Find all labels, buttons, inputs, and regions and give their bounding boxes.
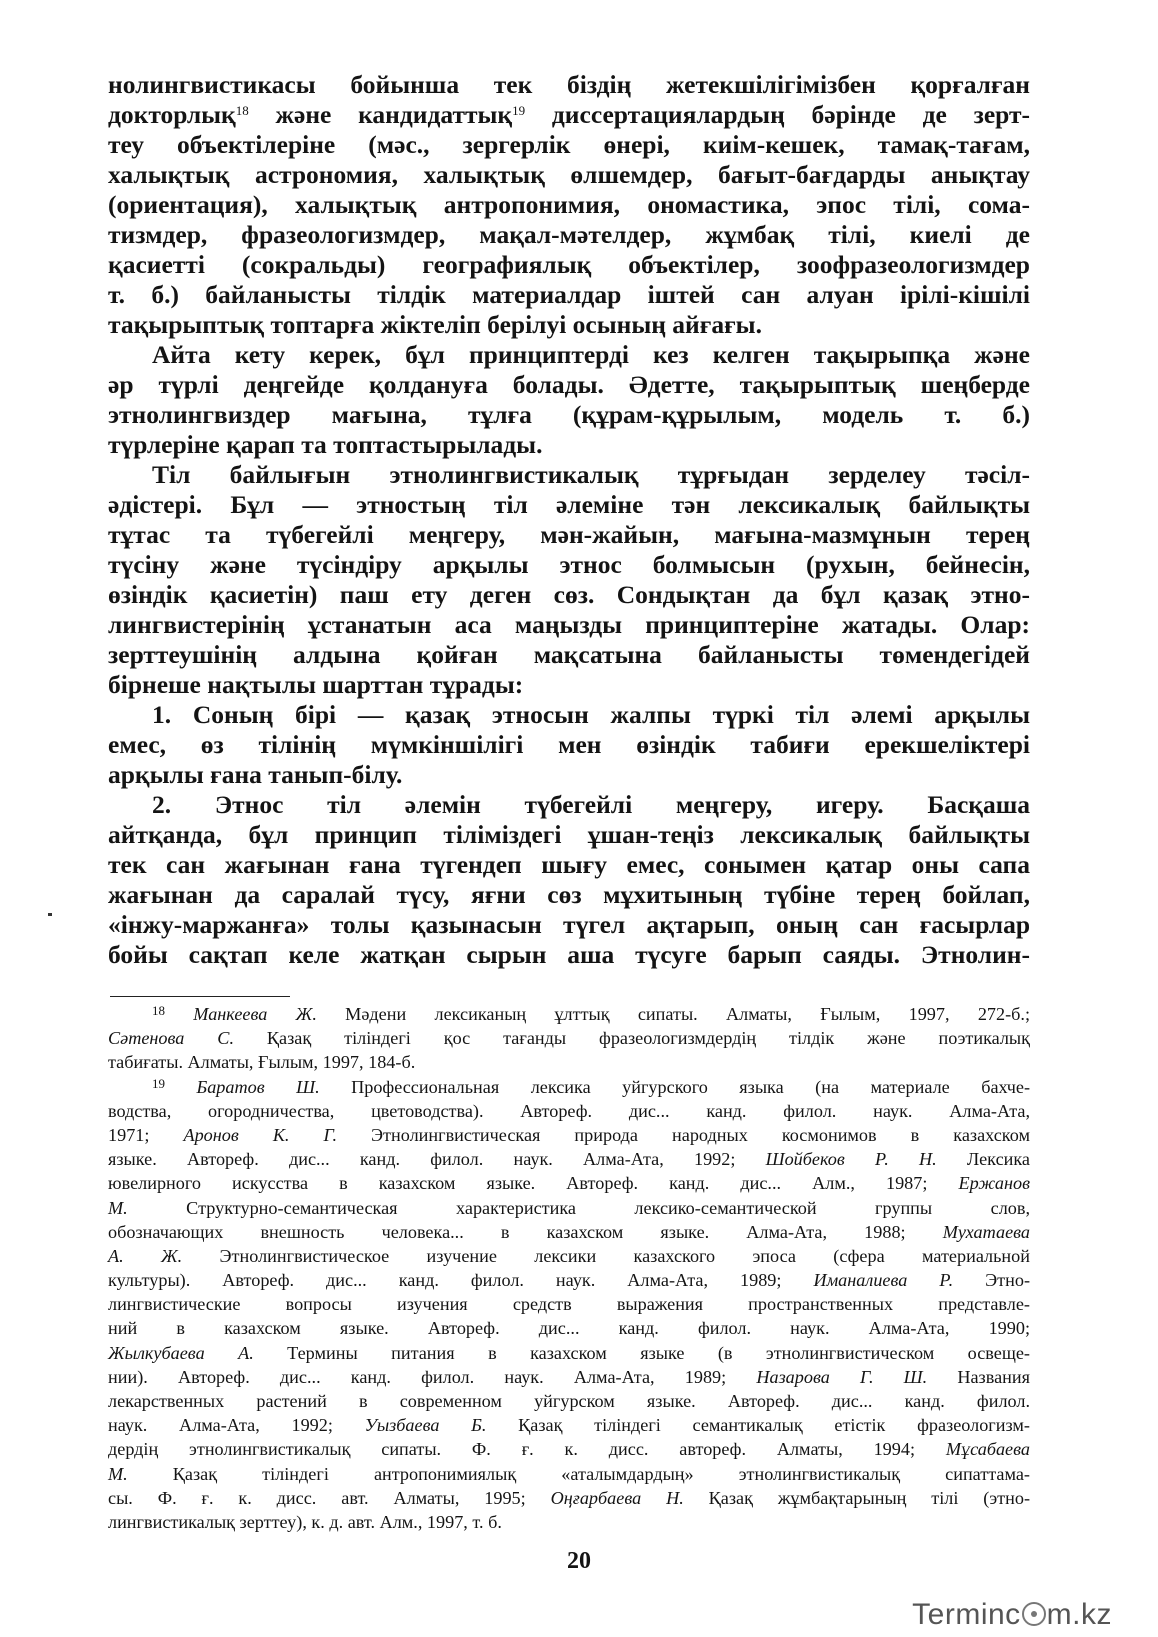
footnote-line: 1971; Аронов К. Г. Этнолингвистическая природа народных космонимов в казахском [108,1124,1030,1145]
text-line: 1. Соның бірі — қазақ этносын жалпы түркі тіл әлемі арқылы [152,700,1030,729]
footnote-line: М. Структурно-семантическая характеристика лексико-семантической группы слов, [108,1197,1030,1218]
text-line: қасиетті (сокральды) географиялық объектілер, зоофразеологизмдер [108,250,1030,279]
footnote-line: сы. Ф. ғ. к. дисс. авт. Алматы, 1995; Оңғарбаева Н. Қазақ жұмбақтарының тілі (этно- [108,1487,1030,1508]
text-line: айтқанда, бұл принцип тіліміздегі ұшан-теңіз лексикалық байлықты [108,820,1030,849]
footnote-line: лекарственных растений в современном уйгурском языке. Автореф. дис... канд. филол. [108,1391,1030,1411]
text-line: тұтас та түбегейлі меңгеру, мән-жайын, мағына-мазмұнын терең [108,520,1030,549]
text-line: нолингвистикасы бойынша тек біздің жетекшілігімізбен қорғалған [108,70,1030,99]
text-line: түсіну және түсіндіру арқылы этнос болмысын (рухын, бейнесін, [108,550,1030,579]
text-line: бірнеше нақтылы шарттан тұрады: [108,670,524,699]
text-line: түрлеріне қарап та топтастырылады. [108,430,543,459]
text-line: өзіндік қасиетін) паш ету деген сөз. Сондықтан да бұл қазақ этно- [108,580,1030,609]
footnote-line: языке. Автореф. дис... канд. филол. наук. Алма-Ата, 1992; Шойбеков Р. Н. Лексика [108,1149,1031,1170]
footnote-line: $^{19}$ Баратов Ш. Профессиональная лексика уйгурского языка (на материале бахче- [152,1075,1030,1097]
main-text [108,70,1030,970]
scan-speck [48,913,52,916]
text-line: Тіл байлығын этнолингвистикалық тұрғыдан зерделеу тәсіл- [152,460,1030,489]
text-line: т. б.) байланысты тілдік материалдар іштей сан алуан ірілі-кішілі [108,280,1030,309]
text-line: этнолингвиздер мағына, тұлға (құрам-құрылым, модель т. б.) [108,400,1030,429]
footnote-line: нии). Автореф. дис... канд. филол. наук. Алма-Ата, 1989; Назарова Г. Ш. Названия [108,1366,1030,1387]
text-line: (ориентация), халықтық антропонимия, ономастика, эпос тілі, сома- [108,190,1030,219]
text-line: теу объектілеріне (мәс., зергерлік өнері, киім-кешек, тамақ-тағам, [108,130,1030,159]
footnote-line: табиғаты. Алматы, Ғылым, 1997, 184-б. [108,1052,416,1073]
text-line: тек сан жағынан ғана түгендеп шығу емес, сонымен қатар оны сапа [108,850,1030,879]
footnote-line: обозначающих внешность человека... в казахском языке. Алма-Ата, 1988; Мухатаева [108,1221,1030,1242]
text-line: 2. Этнос тіл әлемін түбегейлі меңгеру, игеру. Басқаша [152,790,1030,819]
footnote-line: Жылкубаева А. Термины питания в казахском языке (в этнолингвистическом освеще- [108,1342,1030,1363]
text-line: тизмдер, фразеологизмдер, мақал-мәтелдер, жұмбақ тілі, киелі де [108,220,1030,249]
footnote-line: М. Қазақ тіліндегі антропонимиялық «аталымдардың» этнолингвистикалық сипаттама- [108,1463,1030,1484]
text-line: тақырыптық топтарға жіктеліп берілуі осының айғағы. [108,310,762,339]
circle-dot-icon [1022,1602,1046,1626]
footnote-line: ювелирного искусства в казахском языке. Автореф. канд. дис... Алм., 1987; Ержанов [108,1173,1030,1194]
footnote-line: ний в казахском языке. Автореф. дис... канд. филол. наук. Алма-Ата, 1990; [108,1318,1030,1339]
footnote-line: наук. Алма-Ата, 1992; Уызбаева Б. Қазақ тіліндегі семантикалық етістік фразеологизм- [108,1415,1030,1436]
text-line: арқылы ғана танып-білу. [108,760,403,789]
footnote-line: А. Ж. Этнолингвистическое изучение лексики казахского эпоса (сфера материальной [108,1245,1030,1266]
footnote-line: $^{18}$ Манкеева Ж. Мәдени лексиканың ұлттық сипаты. Алматы, Ғылым, 1997, 272-б.; [152,1003,1031,1024]
text-line: лингвистерінің ұстанатын аса маңызды принциптеріне жатады. Олар: [108,610,1030,639]
text-line: Айта кету керек, бұл принциптерді кез келген тақырыпқа және [152,340,1030,369]
text-line: жағынан да саралай түсу, яғни сөз мұхитының түбіне терең бойлап, [108,880,1030,909]
footnote-number-18: 18 [152,1003,165,1018]
footnotes [108,1002,1030,1534]
text-line: докторлық$^{18}$ және кандидаттық$^{19}$ диссертациялардың бәрінде де зерт- [108,100,1031,129]
footnote-ref-18: 18 [235,103,249,118]
text-line: әр түрлі деңгейде қолдануға болады. Әдетте, тақырыптық шеңберде [108,370,1030,399]
footnote-line: Сәтенова С. Қазақ тіліндегі қос тағанды фразеологизмдердің тілдік және поэтикалық [108,1028,1030,1049]
footnote-divider [110,996,290,997]
footnote-line: культуры). Автореф. дис... канд. филол. наук. Алма-Ата, 1989; Иманалиева Р. Этно- [108,1270,1031,1291]
footnote-line: водства, огородничества, цветоводства). Автореф. дис... канд. филол. наук. Алма-Ата, [108,1100,1030,1121]
footnote-line: лингвистикалық зерттеу), к. д. авт. Алм., 1997, т. б. [108,1511,502,1532]
text-line: емес, өз тілінің мүмкіншілігі мен өзіндік табиғи ерекшеліктері [108,730,1030,759]
text-line: «інжу-маржанға» толы қазынасын түгел ақтарып, оның сан ғасырлар [108,910,1030,939]
footnote-line: лингвистические вопросы изучения средств выражения пространственных представле- [108,1294,1030,1315]
footnote-line: дердің этнолингвистикалық сипаты. Ф. ғ. к. дисс. автореф. Алматы, 1994; Мұсабаева [108,1439,1030,1460]
text-line: зерттеушінің алдына қойған мақсатына байланысты төмендегідей [108,640,1030,669]
text-line: халықтық астрономия, халықтық өлшемдер, бағыт-бағдарды анықтау [108,160,1030,189]
footnote-ref-19: 19 [512,103,526,118]
text-line: әдістері. Бұл — этностың тіл әлеміне тән лексикалық байлықты [108,490,1030,519]
text-line: бойы сақтап келе жатқан сырын аша түсуге барып саяды. Этнолин- [108,940,1030,969]
page-number: 20 [567,1548,591,1574]
watermark: Terminc m.kz [912,1598,1112,1631]
footnote-number-19: 19 [152,1075,165,1091]
